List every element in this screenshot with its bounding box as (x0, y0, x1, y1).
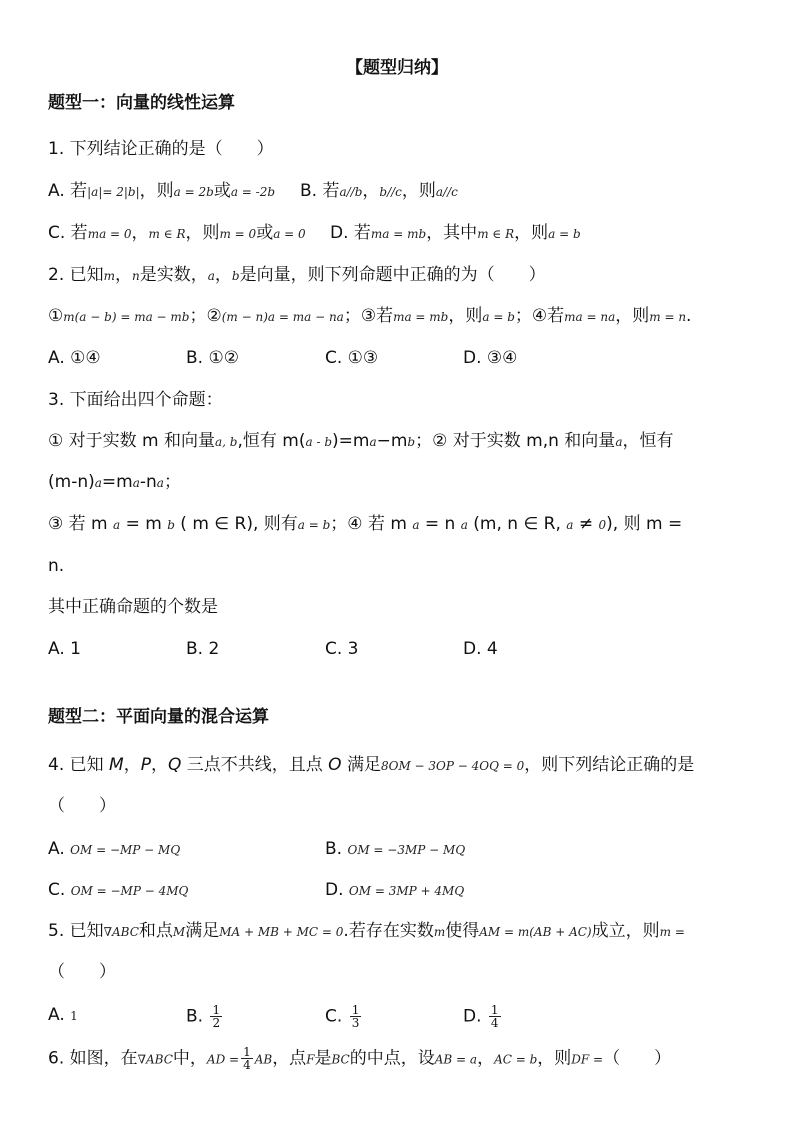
q4-c-label: C. (48, 880, 66, 900)
q4-option-d[interactable] (325, 879, 464, 902)
q3-l1-a: ① 对于实数 m 和向量 (48, 431, 216, 451)
q5-c-label: C. (325, 1006, 343, 1027)
q4-c1: ， (123, 755, 141, 775)
q5-eq2: AM = m(AB + AC) (479, 925, 592, 939)
q5-M: M (172, 925, 186, 939)
question-1-stem: 1. 下列结论正确的是（ ） (48, 139, 274, 159)
q1-option-a[interactable] (48, 180, 275, 203)
q3-l3-g: ≠ (578, 514, 594, 534)
q3-option-c[interactable]: C. 3 (325, 639, 359, 659)
q1-option-c[interactable] (48, 222, 306, 245)
q3-l3-d: ；④ 若 m (330, 514, 407, 534)
q1-a-text3: 或 (213, 181, 231, 201)
q2-p3-text: ，则 (448, 306, 483, 326)
q3-l3-m6: a (566, 518, 574, 532)
q4-eq: 8OM − 3OP − 4OQ = 0 (380, 759, 525, 773)
q1-c-text3: ，则 (185, 223, 220, 243)
q5-d-den: 4 (490, 1016, 499, 1030)
q2-p4-num: ④若 (531, 306, 565, 326)
q5-d-label: D. (463, 1006, 482, 1027)
q1-a-math3: a = -2b (230, 185, 276, 199)
question-4-stem (48, 754, 694, 777)
q1-d-text2: ，其中 (426, 223, 478, 243)
q1-a-math2: a = 2b (173, 185, 214, 199)
q3-l1-d: −m (376, 431, 408, 451)
q5-eq1: MA + MB + MC = 0 (219, 925, 344, 939)
q5-c-fraction (350, 1004, 362, 1029)
q4-stem2: 三点不共线，且点 (181, 755, 329, 775)
q5-d-num: 1 (490, 1003, 499, 1017)
q5-tri: ∇ABC (103, 925, 139, 939)
q5-stem6: 成立，则 (591, 921, 660, 941)
q5-stem1: 5. 已知 (48, 921, 104, 941)
q4-O: O (328, 755, 342, 775)
q6-F: F (306, 1052, 315, 1067)
q4-stem3: 满足 (341, 755, 381, 775)
q5-option-a[interactable] (48, 1004, 78, 1027)
q1-a-math1: |a|= 2|b| (87, 185, 140, 199)
q2-stem1: 2. 已知 (48, 265, 104, 285)
q1-b-math1: a//b (339, 185, 363, 199)
q4-option-a[interactable] (48, 838, 180, 861)
q2-p4-math2: m = n (649, 310, 687, 324)
q4-c-math: OM = −MP − 4MQ (70, 884, 189, 898)
q3-line-2 (48, 471, 181, 494)
q1-d-text3: ，则 (514, 223, 549, 243)
q2-a: a (207, 269, 215, 283)
q3-l2-d: ； (163, 472, 181, 492)
q2-b: b (231, 269, 240, 283)
q3-l3-f: (m, n ∈ R, (473, 514, 561, 534)
q2-sep2: ； (343, 306, 361, 326)
q5-d-fraction (489, 1004, 501, 1029)
q1-option-a-label: A. 若 (48, 181, 88, 201)
q6-eq1a: AD = (206, 1052, 240, 1067)
q4-b-math: OM = −3MP − MQ (347, 843, 466, 857)
q5-option-c[interactable] (325, 1004, 363, 1029)
section-title-2: 题型二：平面向量的混合运算 (48, 707, 269, 727)
q3-l3-c: ( m ∈ R), 则有 (180, 514, 298, 534)
q2-stem5: 是向量，则下列命题中正确的为（ ） (239, 265, 546, 285)
q2-sep1: ； (189, 306, 207, 326)
q1-d-math3: a = b (548, 227, 581, 241)
q3-option-d[interactable]: D. 4 (463, 639, 498, 659)
q1-c-text4: 或 (256, 223, 274, 243)
q4-option-c[interactable] (48, 879, 188, 902)
q2-stem4: ， (214, 265, 232, 285)
q4-P: P (140, 755, 151, 775)
q5-stem4: .若存在实数 (343, 921, 434, 941)
question-6-stem (48, 1046, 671, 1071)
q3-l1-m3: a (369, 435, 377, 449)
q6-fraction (241, 1046, 253, 1071)
q1-option-b[interactable] (300, 180, 458, 203)
q1-c-math4: a = 0 (273, 227, 306, 241)
q6-stem7: ，则 (537, 1048, 572, 1069)
q5-stem3: 满足 (185, 921, 220, 941)
q1-option-d-label: D. 若 (330, 223, 371, 243)
q4-M: M (109, 755, 124, 775)
q1-c-text2: ， (131, 223, 149, 243)
q5-stem2: 和点 (138, 921, 173, 941)
q5-c-num: 1 (351, 1003, 360, 1017)
q6-frac-den: 4 (243, 1058, 251, 1072)
q6-eq4: DF = (571, 1052, 604, 1067)
q3-l3-m1: a (113, 518, 121, 532)
q1-a-text2: ，则 (139, 181, 174, 201)
q6-tri: ∇ABC (137, 1052, 173, 1067)
q2-p1-math: m(a − b) = ma − mb (63, 310, 190, 324)
q1-option-c-label: C. 若 (48, 223, 88, 243)
question-3-stem: 3. 下面给出四个命题： (48, 390, 223, 410)
q2-p4-text: ，则 (615, 306, 650, 326)
q3-l1-c: )=m (332, 431, 370, 451)
q6-eq1b: AB (254, 1052, 273, 1067)
q4-a-math: OM = −MP − MQ (70, 843, 181, 857)
q1-c-math1: ma = 0 (87, 227, 132, 241)
q1-b-math3: a//c (435, 185, 458, 199)
q6-eq2: AB = a (434, 1052, 478, 1067)
q2-p3-math1: ma = mb (393, 310, 449, 324)
q1-c-math3: m = 0 (219, 227, 257, 241)
q4-b-label: B. (325, 839, 343, 859)
q4-a-label: A. (48, 839, 65, 859)
q5-a-math: 1 (70, 1009, 78, 1023)
section-title-1: 题型一：向量的线性运算 (48, 93, 235, 113)
q3-l3-e: = n (424, 514, 456, 534)
q2-p3-math2: a = b (482, 310, 515, 324)
q3-l2-b: =m (101, 472, 133, 492)
q3-l3-h: ), 则 m = (606, 514, 683, 534)
q2-stem2: ， (115, 265, 133, 285)
q1-option-d[interactable] (330, 222, 581, 245)
q5-eq3: m = (659, 925, 685, 939)
q2-propositions (48, 305, 691, 328)
q3-l1-m2: a - b (305, 435, 333, 449)
q3-l2-m1: a (94, 476, 102, 490)
q3-l2-m2: a (132, 476, 140, 490)
q3-l2-a: (m-n) (48, 472, 95, 492)
q3-l3-m5: a (460, 518, 468, 532)
q3-l1-e: ；② 对于实数 m,n 和向量 (415, 431, 616, 451)
q6-BC: BC (331, 1052, 350, 1067)
q1-option-b-label: B. 若 (300, 181, 340, 201)
q5-stem5: 使得 (445, 921, 480, 941)
q1-b-text3: ，则 (401, 181, 436, 201)
q3-line-1 (48, 430, 673, 453)
page-title: 【题型归纳】 (346, 58, 448, 78)
q6-stem1: 6. 如图，在 (48, 1048, 138, 1069)
q2-m: m (103, 269, 116, 283)
q6-frac-num: 1 (243, 1045, 251, 1059)
q3-l1-f: ，恒有 (622, 431, 674, 451)
q3-question: 其中正确命题的个数是 (48, 597, 218, 617)
q2-p2-num: ② (206, 306, 222, 326)
q6-stem2: 中， (172, 1048, 207, 1069)
q1-b-math2: b//c (379, 185, 402, 199)
q5-option-d[interactable] (463, 1004, 503, 1029)
q6-eq3: AC = b (494, 1052, 538, 1067)
q5-a-label: A. (48, 1005, 65, 1025)
q2-n: n (132, 269, 140, 283)
q2-sep3: ； (514, 306, 532, 326)
q2-option-a[interactable]: A. ①④ (48, 348, 101, 368)
q4-d-label: D. (325, 880, 344, 900)
q5-b-fraction (210, 1004, 222, 1029)
q3-l3-m3: a = b (297, 518, 331, 532)
q2-p3-num: ③若 (360, 306, 394, 326)
q3-l1-b: ,恒有 m( (237, 431, 306, 451)
q3-line-4: n. (48, 556, 65, 576)
q4-Q: Q (167, 755, 182, 775)
q2-end: . (686, 306, 692, 326)
q4-d-math: OM = 3MP + 4MQ (348, 884, 465, 898)
q2-p1-num: ① (48, 306, 64, 326)
q3-l3-a: ③ 若 m (48, 514, 108, 534)
q1-d-math2: m ∈ R (477, 227, 515, 241)
q3-l2-c: -n (139, 472, 157, 492)
q4-option-b[interactable] (325, 838, 465, 861)
q3-l2-m3: a (156, 476, 164, 490)
q2-stem3: 是实数， (139, 265, 208, 285)
q4-stem4: ，则下列结论正确的是 (524, 755, 695, 775)
q3-l3-b: = m (125, 514, 162, 534)
q4-paren: （ ） (48, 796, 116, 816)
q5-c-den: 3 (351, 1016, 360, 1030)
q5-b-den: 2 (212, 1016, 221, 1030)
q2-p4-math1: ma = na (564, 310, 616, 324)
q3-option-b[interactable]: B. 2 (186, 639, 220, 659)
q2-option-d[interactable]: D. ③④ (463, 348, 518, 368)
q3-line-3 (48, 513, 682, 536)
question-2-stem (48, 264, 546, 287)
q5-b-num: 1 (212, 1003, 221, 1017)
q3-l3-m2: b (167, 518, 175, 532)
q6-stem4: 是 (314, 1048, 332, 1069)
question-5-stem (48, 920, 685, 943)
q3-l3-m7: 0 (598, 518, 607, 532)
q1-d-math1: ma = mb (370, 227, 427, 241)
q4-stem1: 4. 已知 (48, 755, 110, 775)
q2-p2-math: (m − n)a = ma − na (221, 310, 344, 324)
q5-paren: （ ） (48, 962, 116, 982)
q4-c2: ， (150, 755, 168, 775)
q6-stem3: ，点 (272, 1048, 307, 1069)
q2-option-b[interactable]: B. ①② (186, 348, 239, 368)
q5-option-b[interactable] (186, 1004, 224, 1029)
q5-m: m (433, 925, 446, 939)
q3-option-a[interactable]: A. 1 (48, 639, 81, 659)
q3-l1-m4: b (407, 435, 416, 449)
q3-l3-m4: a (412, 518, 420, 532)
q6-paren: （ ） (603, 1048, 672, 1069)
q1-c-math2: m ∈ R (148, 227, 186, 241)
q2-option-c[interactable]: C. ①③ (325, 348, 379, 368)
q3-l1-m1: a, b (215, 435, 238, 449)
q6-stem5: 的中点，设 (349, 1048, 435, 1069)
q5-b-label: B. (186, 1006, 204, 1027)
q1-b-text2: ， (362, 181, 380, 201)
q6-stem6: ， (477, 1048, 495, 1069)
q3-l1-m5: a (615, 435, 623, 449)
